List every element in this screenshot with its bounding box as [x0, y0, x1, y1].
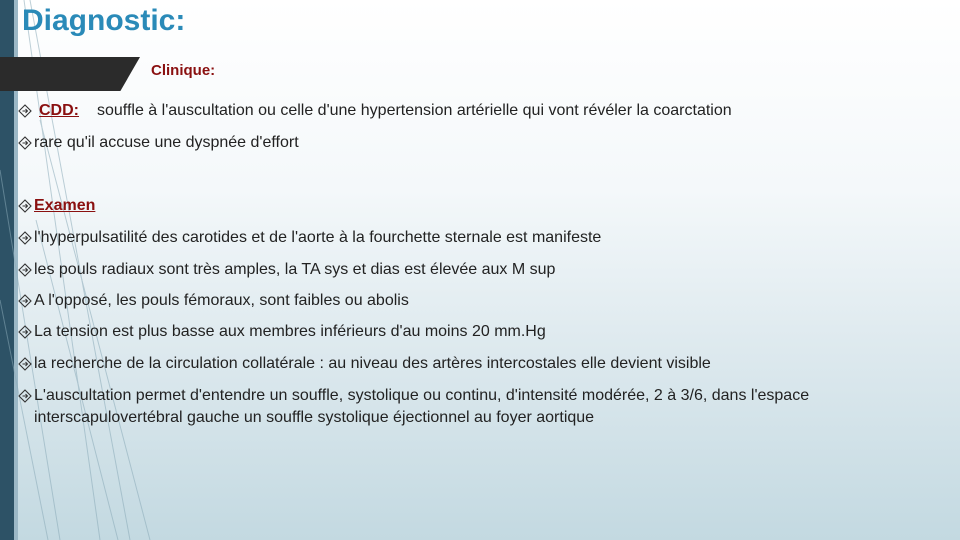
diamond-arrow-bullet-icon [18, 389, 32, 403]
examen-label: Examen [34, 197, 96, 214]
bullet-text: la recherche de la circulation collatérale : au niveau des artères intercostales elle devient visible [34, 355, 711, 372]
bullet-text [34, 100, 924, 122]
bullet-text: A l'opposé, les pouls fémoraux, sont faibles ou abolis [34, 292, 409, 309]
diamond-arrow-bullet-icon [18, 104, 32, 118]
bullet-text: rare qu'il accuse une dyspnée d'effort [34, 134, 299, 151]
bullet-text [34, 195, 924, 217]
diamond-arrow-bullet-icon [18, 325, 32, 339]
dark-tab-shape [0, 57, 140, 91]
bullet-text: La tension est plus basse aux membres inférieurs d'au moins 20 mm.Hg [34, 323, 546, 340]
slide-title: Diagnostic: [22, 4, 186, 37]
cdd-label: CDD: [39, 102, 79, 119]
bullet-text: l'hyperpulsatilité des carotides et de l'aorte à la fourchette sternale est manifeste [34, 229, 602, 246]
diamond-arrow-bullet-icon [18, 136, 32, 150]
diamond-arrow-bullet-icon [18, 357, 32, 371]
bullet-text: L'auscultation permet d'entendre un souffle, systolique ou continu, d'intensité modérée, 2 à 3/6, dans l'espace interscapulovertébral gauche un souffle systolique éjectionnel au foyer aortique [34, 387, 810, 426]
diamond-arrow-bullet-icon [18, 294, 32, 308]
bullet-text: les pouls radiaux sont très amples, la TA sys et dias est élevée aux M sup [34, 261, 556, 278]
cdd-text: souffle à l'auscultation ou celle d'une hypertension artérielle qui vont révéler la coarctation [97, 102, 732, 119]
diamond-arrow-bullet-icon [18, 263, 32, 277]
diamond-arrow-bullet-icon [18, 199, 32, 213]
subheading-clinique: Clinique: [151, 62, 216, 79]
diamond-arrow-bullet-icon [18, 231, 32, 245]
